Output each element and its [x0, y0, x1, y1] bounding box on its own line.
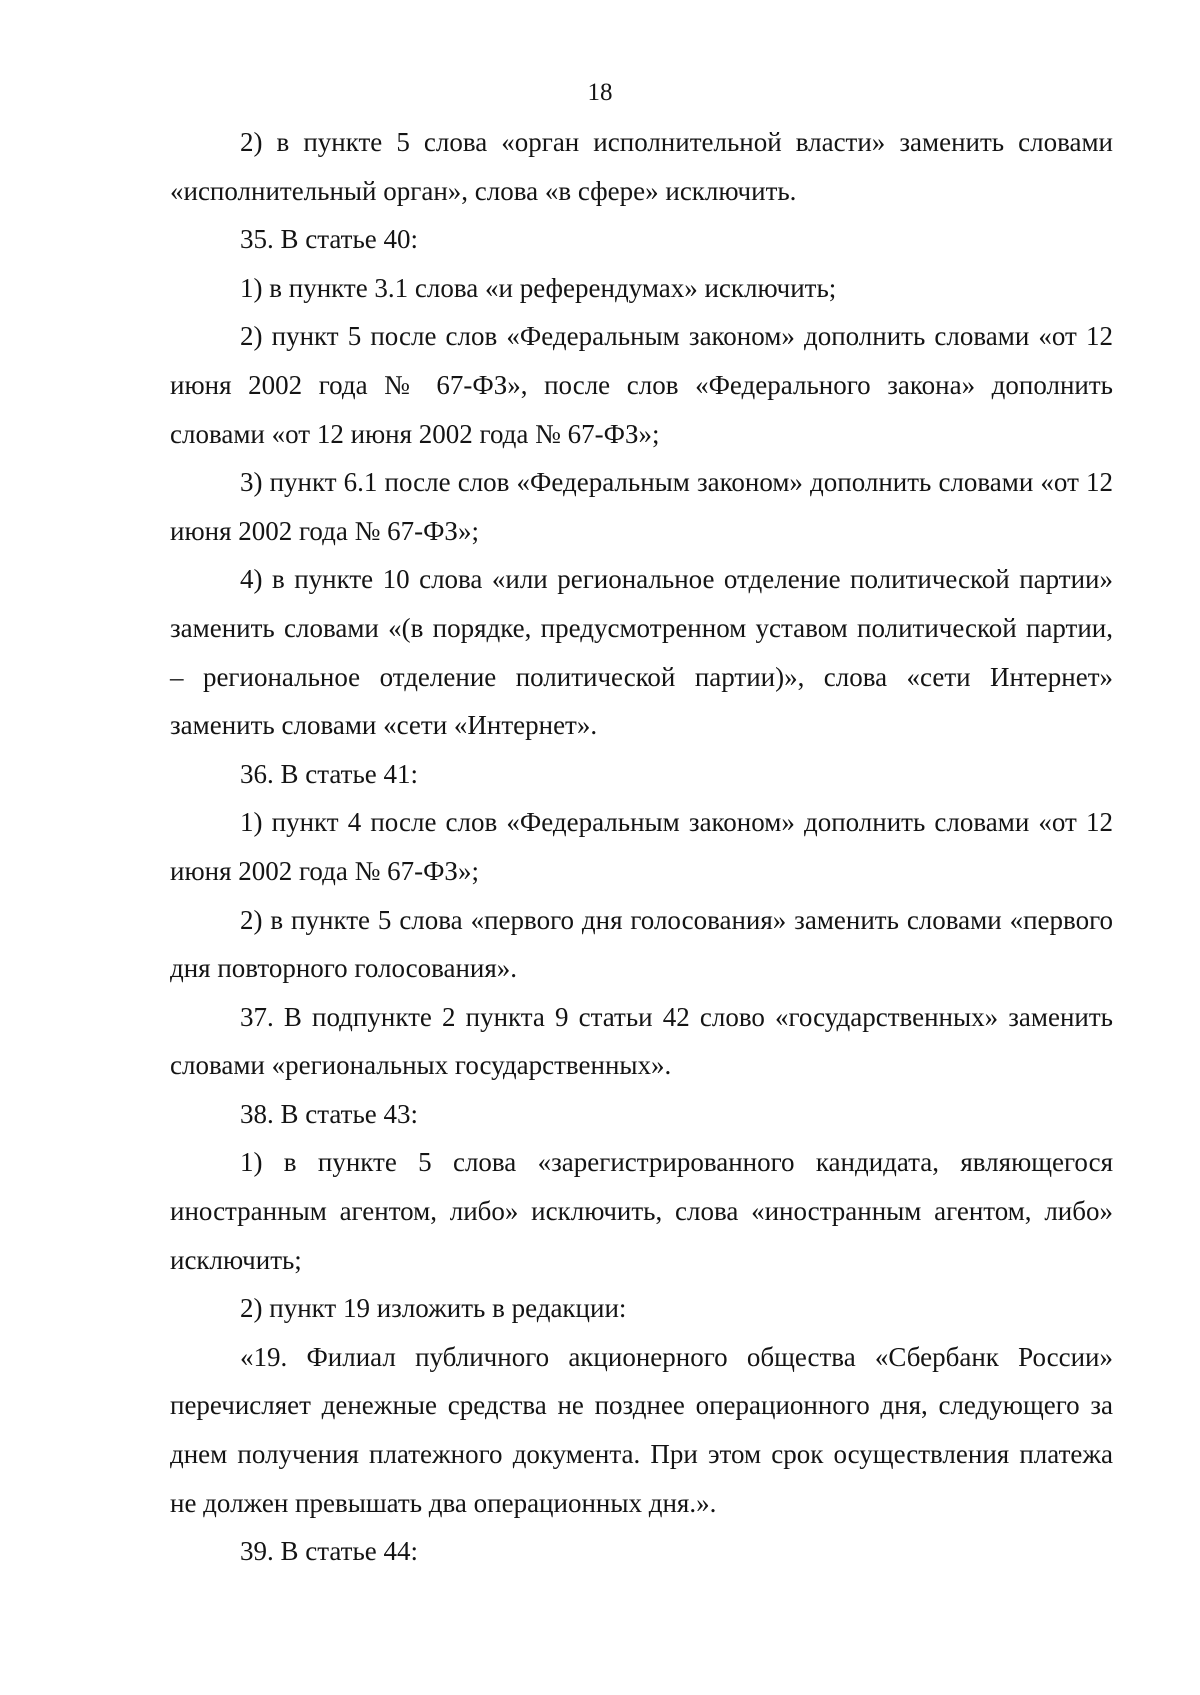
paragraph-item-35-heading: 35. В статье 40:	[240, 224, 419, 255]
paragraph-item-35-point-3: 3) пункт 6.1 после слов «Федеральным законом» дополнить словами «от 12 июня 2002 года № 67-ФЗ»;	[170, 467, 1113, 546]
paragraph-item-38-point-19-text: «19. Филиал публичного акционерного общества «Сбербанк России» перечисляет денежные средства не позднее операционного дня, следующего за днем получения платежного документа. При этом срок осуществления платежа не должен превышать два операционных дня.».	[170, 1341, 1113, 1518]
paragraph-item-35-point-2: 2) пункт 5 после слов «Федеральным законом» дополнить словами «от 12 июня 2002 года № 67-ФЗ», после слов «Федерального закона» дополнить словами «от 12 июня 2002 года № 67-ФЗ»;	[170, 321, 1113, 449]
paragraph-item-36-point-2: 2) в пункте 5 слова «первого дня голосования» заменить словами «первого дня повторного голосования».	[170, 904, 1113, 984]
page-number: 18	[587, 79, 613, 106]
paragraph-item-36-point-1: 1) пункт 4 после слов «Федеральным законом» дополнить словами «от 12 июня 2002 года № 67-ФЗ»;	[170, 807, 1113, 886]
paragraph-item-37: 37. В подпункте 2 пункта 9 статьи 42 слово «государственных» заменить словами «региональных государственных».	[170, 1001, 1113, 1081]
document-body	[170, 118, 1113, 1576]
paragraph-item-39-heading: 39. В статье 44:	[240, 1536, 419, 1567]
paragraph-item-35-point-4: 4) в пункте 10 слова «или региональное отделение политической партии» заменить словами «(в порядке, предусмотренном уставом политической партии, – региональное отделение политической партии)», слова «сети Интернет» заменить словами «сети «Интернет».	[170, 564, 1113, 741]
paragraph-item-38-heading: 38. В статье 43:	[240, 1098, 419, 1129]
paragraph-item-38-point-2: 2) пункт 19 изложить в редакции:	[240, 1293, 627, 1324]
paragraph-amendment-point-2: 2) в пункте 5 слова «орган исполнительной власти» заменить словами «исполнительный орган», слова «в сфере» исключить.	[170, 127, 1113, 206]
paragraph-item-38-point-1: 1) в пункте 5 слова «зарегистрированного кандидата, являющегося иностранным агентом, либо» исключить, слова «иностранным агентом, либо» исключить;	[170, 1147, 1113, 1275]
paragraph-item-35-point-1: 1) в пункте 3.1 слова «и референдумах» исключить;	[240, 272, 837, 303]
paragraph-item-36-heading: 36. В статье 41:	[240, 758, 419, 789]
